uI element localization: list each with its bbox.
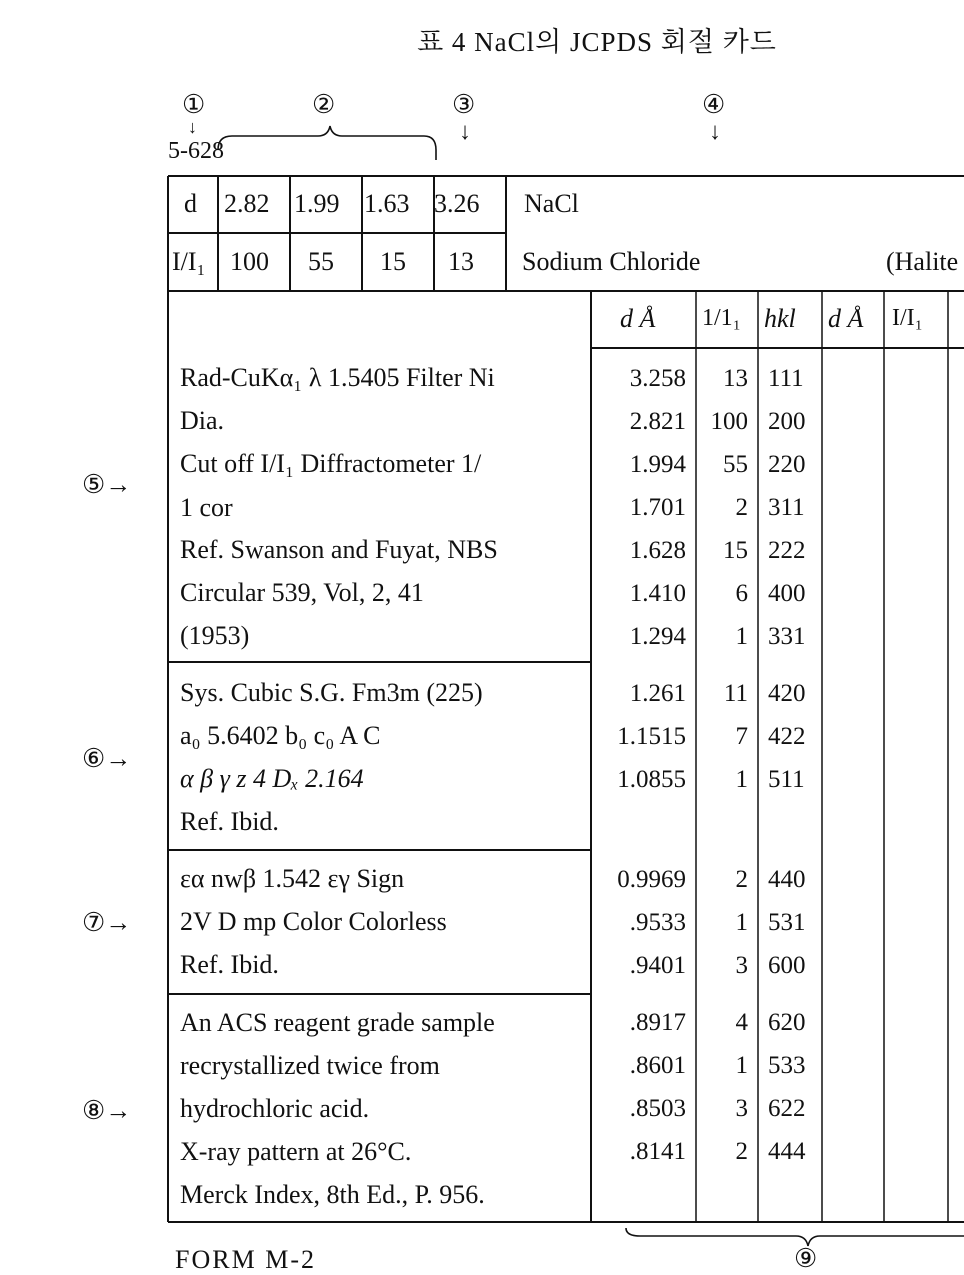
- reflection-hkl: 400: [768, 580, 806, 607]
- marker-8: ⑧→: [82, 1096, 132, 1125]
- angles-density-line: α β γ z 4 Dₓ 2.164: [180, 764, 364, 793]
- reflection-i: 1: [735, 766, 748, 793]
- sample-note-1: An ACS reagent grade sample: [180, 1008, 495, 1037]
- reflection-i: 6: [735, 580, 748, 607]
- col-header-d: d Å: [620, 304, 656, 333]
- sample-note-2: recrystallized twice from: [180, 1051, 440, 1080]
- reference-line-2: Circular 539, Vol, 2, 41: [180, 578, 424, 607]
- crystal-reference-line: Ref. Ibid.: [180, 807, 279, 836]
- reflection-i: 1: [735, 623, 748, 650]
- camera-diameter-line: Dia.: [180, 406, 225, 435]
- reflection-d: .9533: [629, 909, 686, 936]
- reflection-i: 2: [735, 866, 748, 893]
- reflection-i: 55: [723, 451, 748, 478]
- reflection-d: .8503: [629, 1095, 686, 1122]
- crystal-system-line: Sys. Cubic S.G. Fm3m (225): [180, 678, 483, 707]
- reflection-i: 7: [735, 723, 748, 750]
- reflection-d: .9401: [629, 952, 686, 979]
- compound-name: Sodium Chloride: [522, 247, 701, 276]
- optical-line: εα nwβ 1.542 εγ Sign: [180, 864, 405, 893]
- reflection-d: 0.9969: [617, 866, 686, 893]
- d-label: d: [184, 189, 197, 218]
- strongest-i-4: 13: [448, 247, 474, 276]
- reflection-i: 15: [723, 537, 748, 564]
- marker-1: ①: [182, 90, 206, 119]
- table-caption: 표 4 NaCl의 JCPDS 회절 카드: [417, 27, 777, 57]
- reflection-d: 2.821: [629, 408, 686, 435]
- card-number: 5-628: [168, 138, 224, 164]
- correction-line: 1 cor: [180, 493, 233, 522]
- reflection-d: 1.701: [629, 494, 686, 521]
- reflection-i: 4: [735, 1009, 748, 1036]
- reflection-d: .8141: [629, 1138, 686, 1165]
- sample-note-4: X-ray pattern at 26°C.: [180, 1137, 412, 1166]
- reflection-hkl: 444: [768, 1138, 806, 1165]
- marker-1-arrow: ↓: [188, 117, 197, 137]
- strongest-d-3: 1.63: [364, 189, 410, 218]
- marker-7: ⑦→: [82, 908, 132, 937]
- marker-6: ⑥→: [82, 744, 132, 773]
- color-line: 2V D mp Color Colorless: [180, 907, 447, 936]
- reflection-hkl: 220: [768, 451, 806, 478]
- reflection-i: 3: [735, 1095, 748, 1122]
- strongest-i-3: 15: [380, 247, 406, 276]
- sample-note-3: hydrochloric acid.: [180, 1094, 370, 1123]
- reflection-d: 1.261: [629, 680, 686, 707]
- reflection-hkl: 511: [768, 766, 805, 793]
- reflection-d: .8601: [629, 1052, 686, 1079]
- reflection-hkl: 222: [768, 537, 806, 564]
- reference-line-1: Ref. Swanson and Fuyat, NBS: [180, 535, 498, 564]
- reflection-hkl: 420: [768, 680, 806, 707]
- intensity-label: I/I₁: [172, 247, 206, 276]
- form-label: FORM M-2: [175, 1245, 316, 1274]
- reflection-d: 3.258: [629, 365, 686, 392]
- reflection-hkl: 600: [768, 952, 806, 979]
- reflection-d: 1.994: [629, 451, 686, 478]
- reflection-i: 2: [735, 1138, 748, 1165]
- cutoff-line: Cut off I/I₁ Diffractometer 1/: [180, 449, 482, 478]
- reflection-d: .8917: [629, 1009, 686, 1036]
- col-header-i2: I/I₁: [892, 305, 924, 331]
- marker-5: ⑤→: [82, 470, 132, 499]
- col-header-i: 1/1₁: [702, 305, 742, 331]
- reflection-hkl: 531: [768, 909, 806, 936]
- reflection-i: 13: [723, 365, 748, 392]
- reflection-d: 1.0855: [617, 766, 686, 793]
- strongest-i-1: 100: [230, 247, 269, 276]
- marker-4: ④: [702, 90, 726, 119]
- strongest-d-1: 2.82: [224, 189, 270, 218]
- mineral-name: (Halite: [886, 247, 959, 276]
- reflection-hkl: 620: [768, 1009, 806, 1036]
- reflection-i: 11: [723, 680, 748, 707]
- marker-9: ⑨: [794, 1244, 818, 1273]
- strongest-d-4: 3.26: [434, 189, 480, 218]
- col-header-hkl: hkl: [764, 304, 796, 333]
- lattice-parameter-line: a₀ 5.6402 b₀ c₀ A C: [180, 721, 381, 750]
- reflection-hkl: 311: [768, 494, 805, 521]
- strongest-i-2: 55: [308, 247, 334, 276]
- reflection-i: 3: [735, 952, 748, 979]
- reflection-i: 2: [735, 494, 748, 521]
- reflection-d: 1.628: [629, 537, 686, 564]
- reflection-i: 100: [710, 408, 748, 435]
- reflection-hkl: 422: [768, 723, 806, 750]
- reflection-hkl: 533: [768, 1052, 806, 1079]
- marker-3-arrow: ↓: [459, 119, 471, 145]
- optical-reference-line: Ref. Ibid.: [180, 950, 279, 979]
- reflection-hkl: 331: [768, 623, 806, 650]
- sample-note-5: Merck Index, 8th Ed., P. 956.: [180, 1180, 485, 1209]
- reflection-hkl: 111: [768, 365, 804, 392]
- reflection-hkl: 622: [768, 1095, 806, 1122]
- marker-2: ②: [312, 90, 336, 119]
- reflection-i: 1: [735, 1052, 748, 1079]
- marker-4-arrow: ↓: [709, 119, 721, 145]
- strongest-d-2: 1.99: [294, 189, 340, 218]
- chemical-formula: NaCl: [524, 189, 579, 218]
- marker-3: ③: [452, 90, 476, 119]
- radiation-line: Rad-CuKα₁ λ 1.5405 Filter Ni: [180, 363, 495, 392]
- reflection-d: 1.1515: [617, 723, 686, 750]
- reflection-i: 1: [735, 909, 748, 936]
- col-header-d2: d Å: [828, 304, 864, 333]
- reflection-d: 1.410: [629, 580, 686, 607]
- reflection-d: 1.294: [629, 623, 686, 650]
- reflection-hkl: 440: [768, 866, 806, 893]
- reference-line-3: (1953): [180, 621, 250, 650]
- reflection-hkl: 200: [768, 408, 806, 435]
